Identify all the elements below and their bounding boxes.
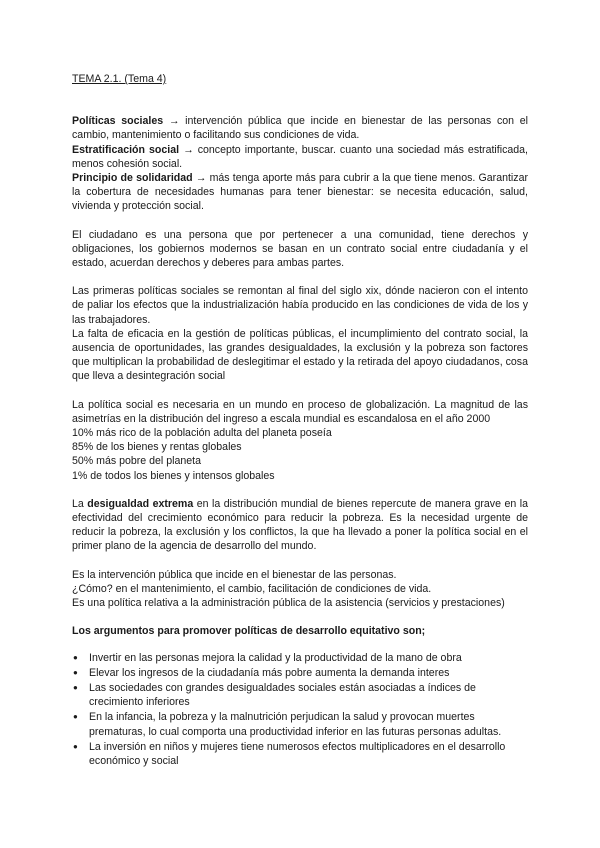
intervention-line: Es la intervención pública que incide en el bienestar de las personas. bbox=[72, 568, 397, 581]
paragraph-citizen: El ciudadano es una persona que por pertenecer a una comunidad, tiene derechos y obligaciones, los gobiernos modernos se basan en un contrato social entre ciudadanía y el estado, acuerdan derechos y deberes para ambas partes. bbox=[72, 228, 528, 270]
paragraph-origins: Las primeras políticas sociales se remontan al final del siglo xix, dónde nacieron con el intento de paliar los efectos que la industrialización había producido en las condiciones de vida de los y las trabajadores. bbox=[72, 285, 528, 326]
intervention-line: Es una política relativa a la administración pública de la asistencia (servicios y prestaciones) bbox=[72, 597, 505, 610]
arguments-list bbox=[72, 651, 528, 769]
paragraph-globalization: La política social es necesaria en un mundo en proceso de globalización. La magnitud de las asimetrías en la distribución del ingreso a escala mundial es escandalosa en el año 2000 bbox=[72, 398, 528, 425]
stat-line: 1% de todos los bienes y intensos globales bbox=[72, 469, 275, 482]
definition-politicas-sociales bbox=[72, 114, 528, 142]
list-item: ● Invertir en las personas mejora la calidad y la productividad de la mano de obra bbox=[72, 651, 528, 665]
intervention-line: ¿Cómo? en el mantenimiento, el cambio, facilitación de condiciones de vida. bbox=[72, 582, 432, 595]
list-item: ● La inversión en niños y mujeres tiene numerosos efectos multiplicadores en el desarrollo económico y social bbox=[72, 740, 528, 768]
definition-text: → intervención pública que incide en bienestar de las personas con el cambio, mantenimiento o facilitando sus condiciones de vida. bbox=[72, 115, 528, 142]
definition-principio-solidaridad bbox=[72, 171, 528, 214]
definition-estratificacion-social bbox=[72, 143, 528, 171]
list-item: ● Elevar los ingresos de la ciudadanía más pobre aumenta la demanda interes bbox=[72, 666, 528, 680]
list-item: ● Las sociedades con grandes desigualdades sociales están asociadas a índices de crecimiento inferiores bbox=[72, 681, 528, 709]
arguments-heading: Los argumentos para promover políticas de desarrollo equitativo son; bbox=[72, 625, 426, 638]
document-page bbox=[72, 72, 528, 769]
paragraph-inequality bbox=[72, 497, 528, 554]
stat-line: 10% más rico de la población adulta del planeta poseía bbox=[72, 427, 332, 440]
stat-line: 50% más pobre del planeta bbox=[72, 455, 201, 468]
list-item: ● En la infancia, la pobreza y la malnutrición perjudican la salud y provocan muertes prematuras, lo cual comporta una productividad inferior en las futuras personas adultas. bbox=[72, 710, 528, 738]
paragraph-failure: La falta de eficacia en la gestión de políticas públicas, el incumplimiento del contrato social, la ausencia de oportunidades, las grandes desigualdades, la exclusión y la pobreza son factores que multiplican la probabilidad de deslegitimar el estado y la retirada del apoyo ciudadanos, cosa que lleva a desintegración social bbox=[72, 327, 528, 383]
definition-term: Políticas sociales bbox=[72, 115, 164, 128]
definition-term: Principio de solidaridad bbox=[72, 172, 193, 185]
definition-text: → concepto importante, buscar. cuanto una sociedad más estratificada, menos cohesión social. bbox=[72, 143, 528, 170]
inequality-bold: desigualdad extrema bbox=[87, 497, 194, 510]
definition-term: Estratificación social bbox=[72, 143, 180, 156]
stat-line: 85% de los bienes y rentas globales bbox=[72, 441, 242, 454]
inequality-pre: La bbox=[72, 497, 88, 510]
document-title: TEMA 2.1. (Tema 4) bbox=[72, 73, 167, 85]
inequality-post: en la distribución mundial de bienes repercute de manera grave en la efectividad del crecimiento económico para reducir la pobreza. Es la necesidad urgente de reducir la pobreza, la exclusión y los conflictos, la que ha llevado a poner la política social en el primer plano de la agencia de desarrollo del mundo. bbox=[72, 497, 528, 553]
definition-text: → más tenga aporte más para cubrir a la que tiene menos. Garantizar la cobertura de necesidades humanas para tener bienestar: se necesita educación, salud, vivienda y protección social. bbox=[72, 172, 528, 213]
